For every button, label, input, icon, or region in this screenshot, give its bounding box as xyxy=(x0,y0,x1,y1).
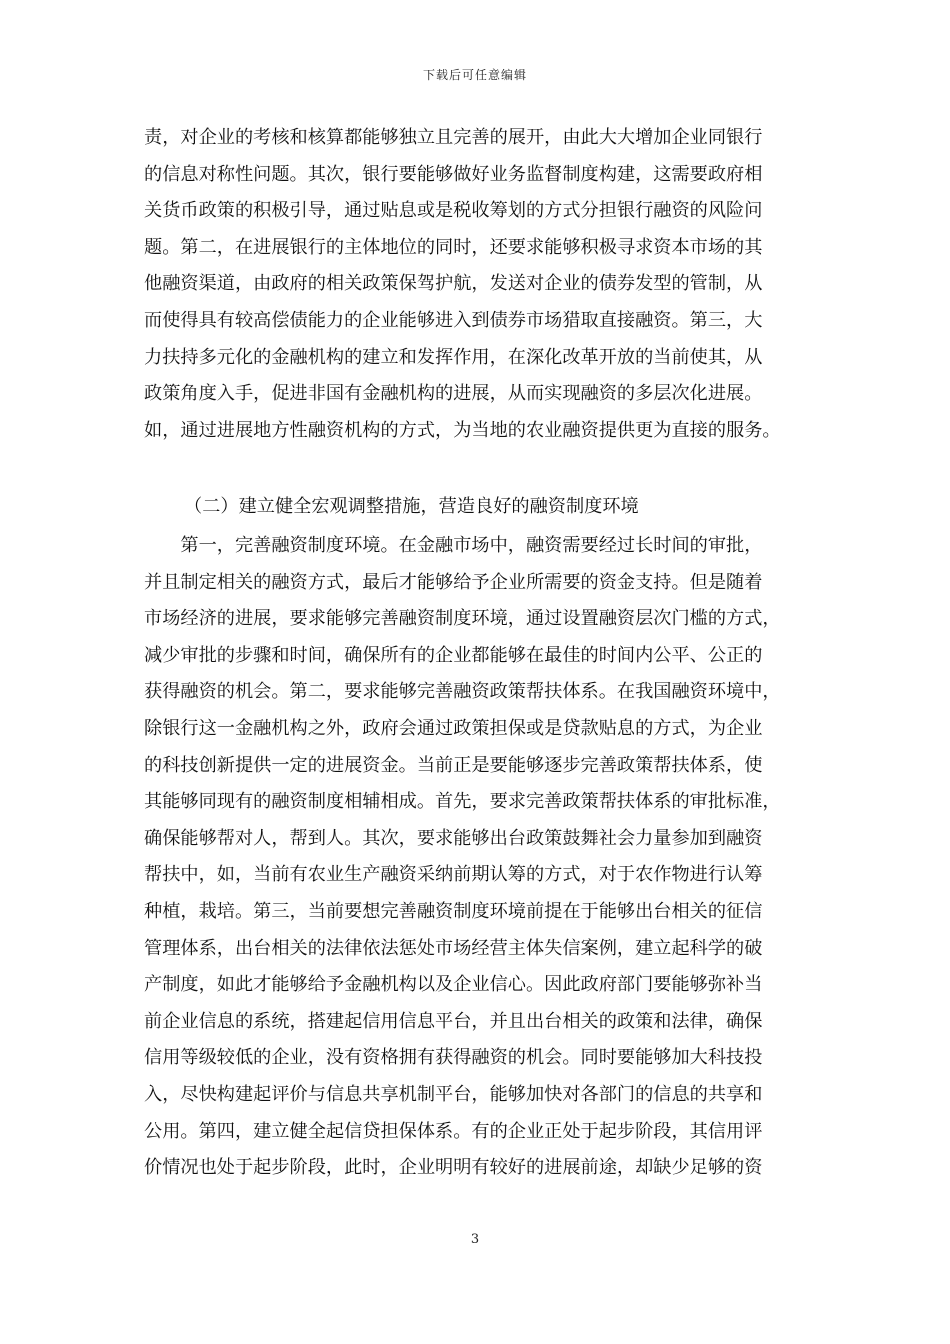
page-number: 3 xyxy=(470,1232,480,1247)
text-line: 前企业信息的系统，搭建起信用信息平台，并且出台相关的政策和法律，确保 xyxy=(144,1010,763,1032)
text-line: 获得融资的机会。第二，要求能够完善融资政策帮扶体系。在我国融资环境中， xyxy=(144,681,781,703)
text-line: 力扶持多元化的金融机构的建立和发挥作用，在深化改革开放的当前使其，从 xyxy=(144,346,763,368)
text-line: 关货币政策的积极引导，通过贴息或是税收筹划的方式分担银行融资的风险问 xyxy=(144,200,763,222)
text-line: 其能够同现有的融资制度相辅相成。首先，要求完善政策帮扶体系的审批标准， xyxy=(144,791,781,813)
text-line: 他融资渠道，由政府的相关政策保驾护航，发送对企业的债券发型的管制，从 xyxy=(144,273,763,295)
text-line: 第一，完善融资制度环境。在金融市场中，融资需要经过长时间的审批， xyxy=(144,535,763,556)
section-heading-text: （二）建立健全宏观调整措施，营造良好的融资制度环境 xyxy=(184,496,639,517)
text-line: 除银行这一金融机构之外，政府会通过政策担保或是贷款贴息的方式，为企业 xyxy=(144,717,763,739)
text-line: 政策角度入手，促进非国有金融机构的进展，从而实现融资的多层次化进展。 xyxy=(144,383,763,405)
text-line: 减少审批的步骤和时间，确保所有的企业都能够在最佳的时间内公平、公正的 xyxy=(144,644,763,666)
text-line: 种植，栽培。第三，当前要想完善融资制度环境前提在于能够出台相关的征信 xyxy=(144,900,763,922)
text-line: 责，对企业的考核和核算都能够独立且完善的展开，由此大大增加企业同银行 xyxy=(144,127,763,148)
text-line: 公用。第四，建立健全起信贷担保体系。有的企业正处于起步阶段，其信用评 xyxy=(144,1120,763,1142)
text-line: 入，尽快构建起评价与信息共享机制平台，能够加快对各部门的信息的共享和 xyxy=(144,1083,763,1105)
paragraph-1 xyxy=(144,120,816,449)
text-line: 的科技创新提供一定的进展资金。当前正是要能够逐步完善政策帮扶体系，使 xyxy=(144,754,763,776)
text-line: 的信息对称性问题。其次，银行要能够做好业务监督制度构建，这需要政府相 xyxy=(144,163,763,185)
text-line: 并且制定相关的融资方式，最后才能够给予企业所需要的资金支持。但是随着 xyxy=(144,571,763,593)
text-line: 而使得具有较高偿债能力的企业能够进入到债券市场猎取直接融资。第三，大 xyxy=(144,309,763,331)
text-line: 信用等级较低的企业，没有资格拥有获得融资的机会。同时要能够加大科技投 xyxy=(144,1047,763,1069)
section-heading xyxy=(144,492,816,522)
text-line: 确保能够帮对人，帮到人。其次，要求能够出台政策鼓舞社会力量参加到融资 xyxy=(144,827,763,849)
text-line: 帮扶中，如，当前有农业生产融资采纳前期认筹的方式，对于农作物进行认筹 xyxy=(144,864,763,886)
text-line: 产制度，如此才能够给予金融机构以及企业信心。因此政府部门要能够弥补当 xyxy=(144,974,763,996)
paragraph-2 xyxy=(144,528,816,1187)
text-line: 价情况也处于起步阶段，此时，企业明明有较好的进展前途，却缺少足够的资 xyxy=(144,1157,763,1179)
page-header: 下载后可任意编辑 xyxy=(422,68,527,82)
text-line: 市场经济的进展，要求能够完善融资制度环境，通过设置融资层次门槛的方式， xyxy=(144,608,781,630)
text-line: 如，通过进展地方性融资机构的方式，为当地的农业融资提供更为直接的服务。 xyxy=(144,419,781,441)
text-line: 管理体系，出台相关的法律依法惩处市场经营主体失信案例，建立起科学的破 xyxy=(144,937,763,959)
text-line: 题。第二，在进展银行的主体地位的同时，还要求能够积极寻求资本市场的其 xyxy=(144,236,763,258)
